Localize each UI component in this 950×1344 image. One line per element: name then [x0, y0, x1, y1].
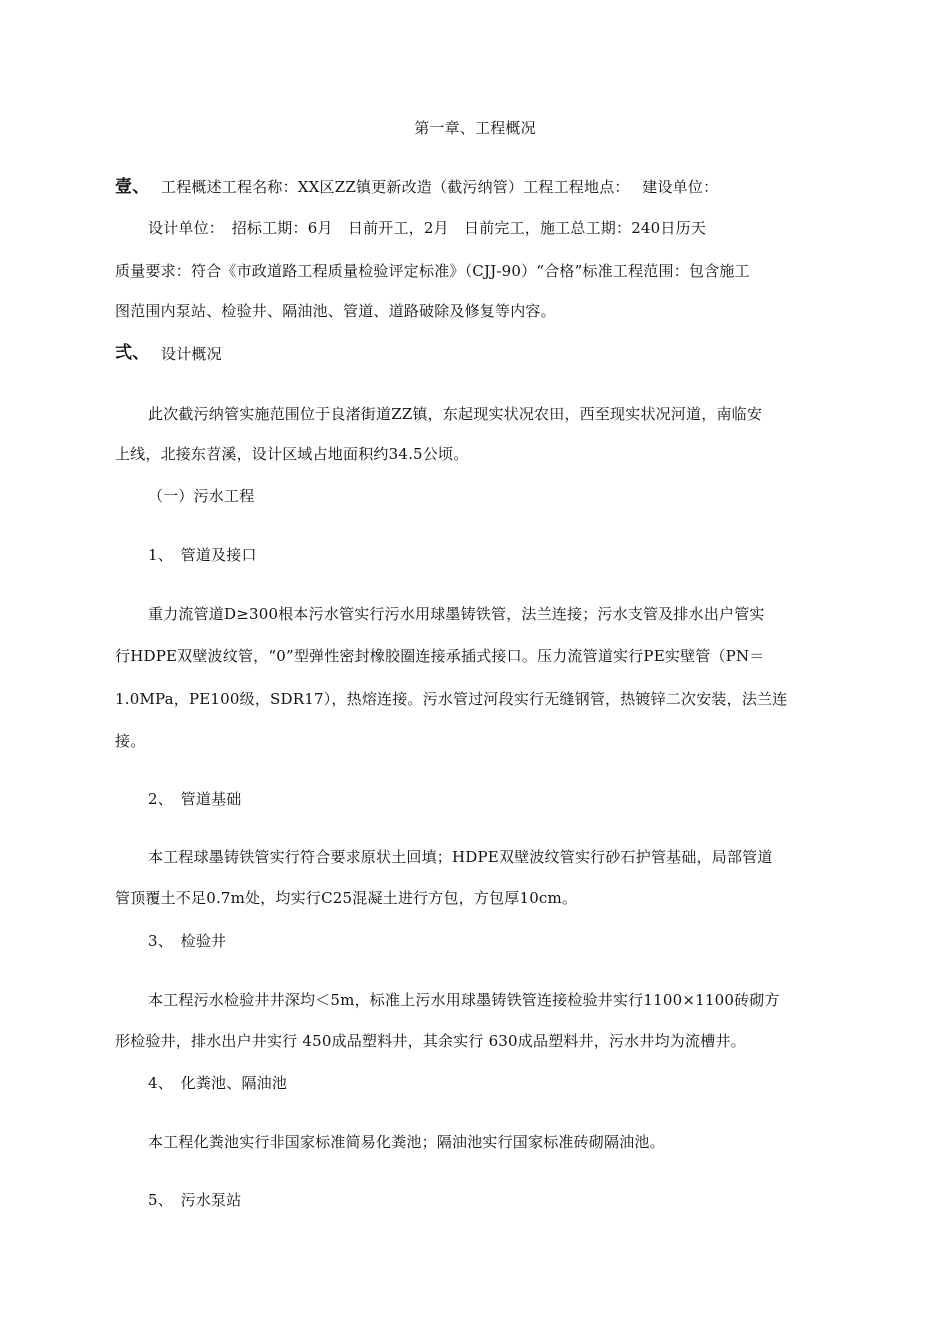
- section1-line3: 质量要求：符合《市政道路工程质量检验评定标准》（CJJ-90）“合格”标准工程范围：包含施工: [115, 262, 750, 280]
- item-text-line: 形检验井，排水出户井实行 450成品塑料井，其余实行 630成品塑料井，污水井均为流槽井。: [115, 1032, 746, 1050]
- item-heading-pump-station: 5、 污水泵站: [148, 1191, 242, 1209]
- item-text-line: 管顶覆土不足0.7m处，均实行C25混凝土进行方包，方包厚10cm。: [115, 889, 578, 907]
- item-text-line: 本工程化粪池实行非国家标准简易化粪池；隔油池实行国家标准砖砌隔油池。: [148, 1133, 665, 1151]
- item-heading-inspection-well: 3、 检验井: [148, 932, 227, 950]
- item-text-line: 本工程污水检验井井深均＜5m，标准上污水用球墨铸铁管连接检验井实行1100×1100砖砌方: [148, 991, 780, 1009]
- chapter-title: 第一章、工程概况: [414, 119, 536, 137]
- section1-line2: 设计单位： 招标工期：6月 日前开工，2月 日前完工，施工总工期：240日历天: [148, 219, 707, 237]
- section1-marker: 壹、: [115, 177, 150, 197]
- section2-marker: 弍、: [115, 343, 150, 363]
- section1-line4: 图范围内泵站、检验井、隔油池、管道、道路破除及修复等内容。: [115, 302, 556, 320]
- item-text-line: 接。: [115, 732, 146, 750]
- item-heading-pipes: 1、 管道及接口: [148, 546, 257, 564]
- sewage-engineering-heading: （一）污水工程: [148, 487, 255, 505]
- section2-intro-line1: 此次截污纳管实施范围位于良渚街道ZZ镇，东起现实状况农田，西至现实状况河道，南临安: [148, 405, 763, 423]
- section2-heading: 设计概况: [161, 345, 222, 363]
- item-heading-septic-tank: 4、 化粪池、隔油池: [148, 1074, 288, 1092]
- section1-line1: 工程概述工程名称：XX区ZZ镇更新改造（截污纳管）工程工程地点： 建设单位：: [161, 178, 719, 196]
- item-text-line: 行HDPE双壁波纹管，“0”型弹性密封橡胶圈连接承插式接口。压力流管道实行PE实壁管（PN＝: [115, 647, 765, 665]
- item-text-line: 重力流管道D≥300根本污水管实行污水用球墨铸铁管，法兰连接；污水支管及排水出户管实: [148, 605, 765, 623]
- item-text-line: 1.0MPa，PE100级，SDR17），热熔连接。污水管过河段实行无缝钢管，热镀锌二次安装，法兰连: [115, 690, 788, 708]
- section2-intro-line2: 上线，北接东苕溪，设计区域占地面积约34.5公顷。: [115, 445, 469, 463]
- item-text-line: 本工程球墨铸铁管实行符合要求原状土回填；HDPE双壁波纹管实行砂石护管基础，局部管道: [148, 848, 773, 866]
- item-heading-foundation: 2、 管道基础: [148, 790, 242, 808]
